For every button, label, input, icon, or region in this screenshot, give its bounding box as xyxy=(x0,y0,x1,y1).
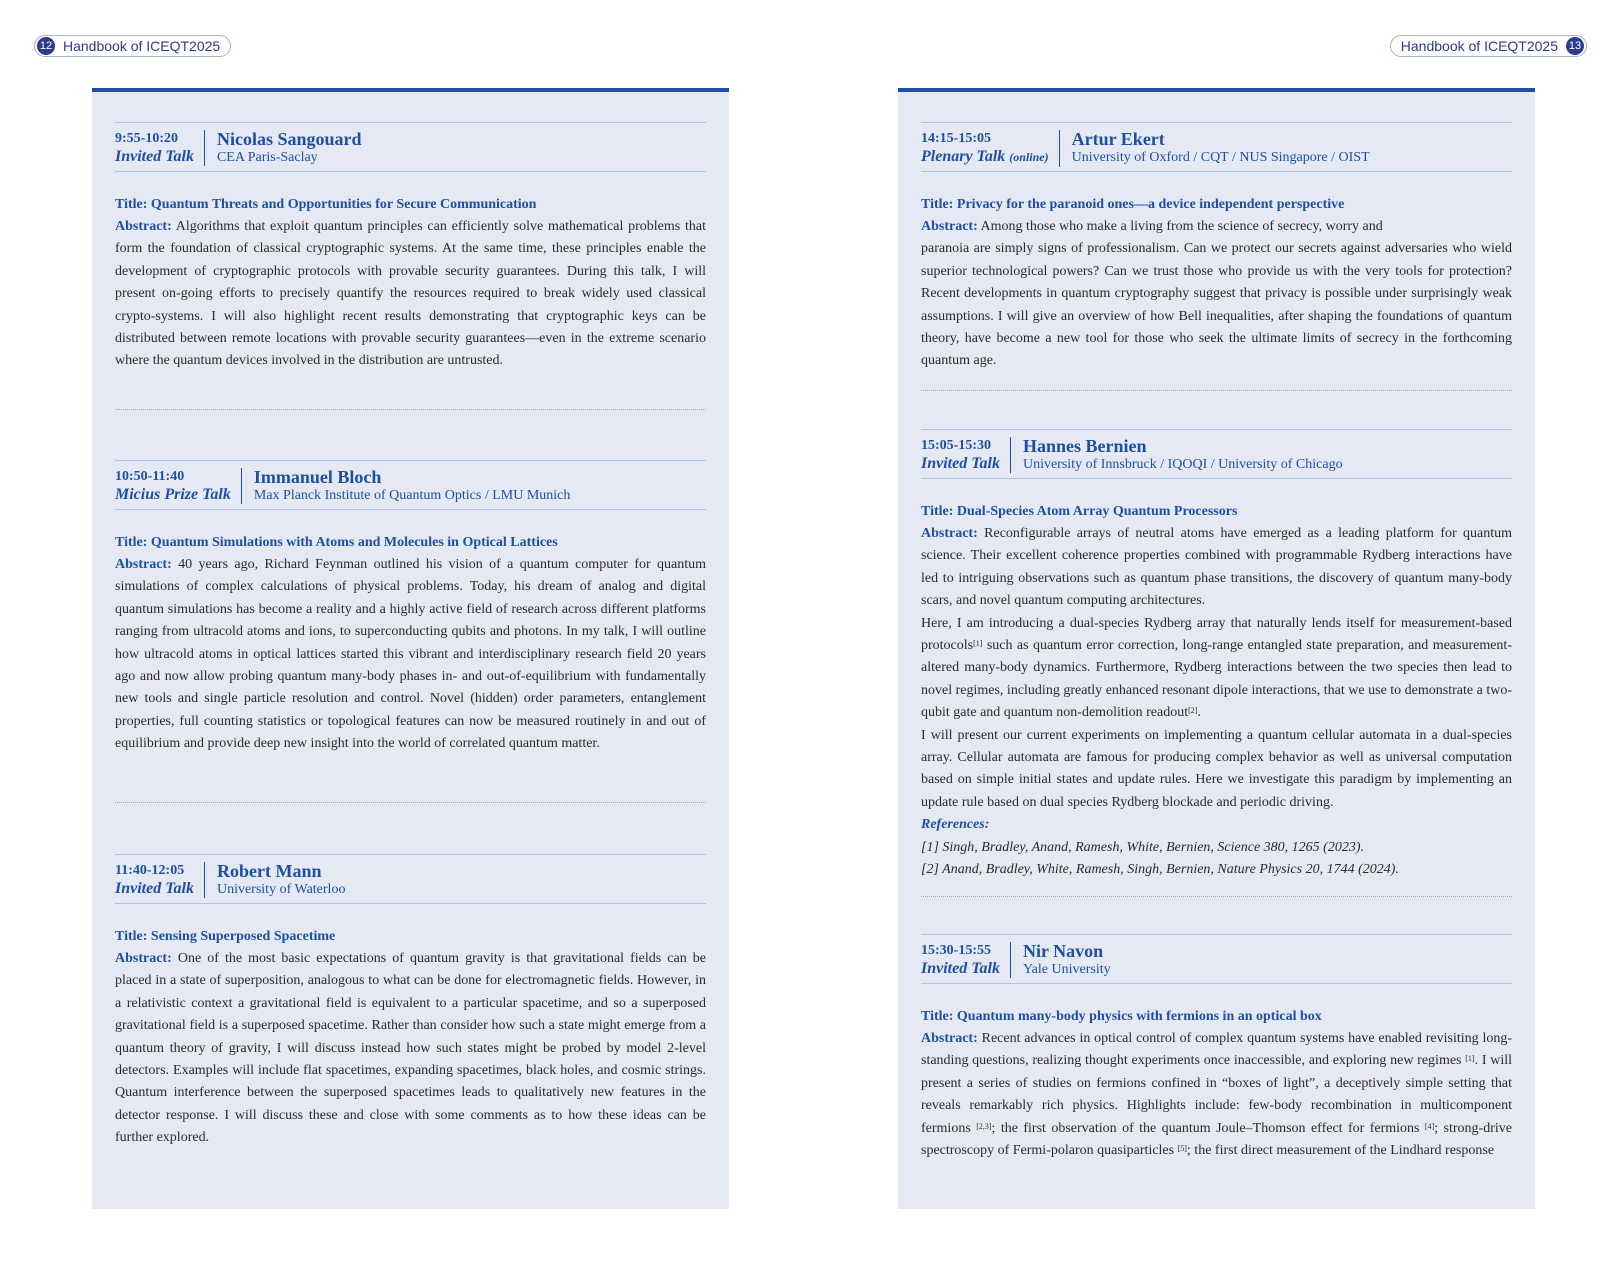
session-header xyxy=(115,854,706,904)
session-header xyxy=(921,429,1512,479)
abstract-text: Recent advances in optical control of complex quantum systems have enabled revisiting long-standing questions, realizing thought experiments once inaccessible, and exploring new regimes xyxy=(921,1031,1512,1069)
speaker-affiliation: Yale University xyxy=(1022,962,1111,977)
talk-time: 9:55-10:20 xyxy=(115,131,178,146)
talk-time: 11:40-12:05 xyxy=(115,863,185,878)
talk-abstract xyxy=(115,948,706,1150)
speaker-affiliation: University of Oxford / CQT / NUS Singapore / OIST xyxy=(1071,150,1370,165)
session-header xyxy=(921,934,1512,984)
abstract-text: . xyxy=(1197,705,1201,721)
speaker-affiliation: University of Innsbruck / IQOQI / University of Chicago xyxy=(1022,457,1343,472)
talk-title: Title: Privacy for the paranoid ones—a device independent perspective xyxy=(921,197,1345,212)
talk-title: Title: Sensing Superposed Spacetime xyxy=(115,929,336,944)
talk-title: Title: Quantum Threats and Opportunities for Secure Communication xyxy=(115,197,537,212)
speaker-name: Hannes Bernien xyxy=(1022,436,1147,456)
speaker-block xyxy=(1060,129,1370,167)
abstract-text: ; the first direct measurement of the Lindhard response xyxy=(1186,1143,1495,1159)
citation-marker: [5] xyxy=(1177,1144,1187,1154)
talk-title: Title: Quantum many-body physics with fermions in an optical box xyxy=(921,1009,1322,1024)
talk-abstract xyxy=(115,554,706,756)
abstract-paragraph: I will present our current experiments on implementing a quantum cellular automata in a dual-species array. Cellular automata are famous for producing complex behavior as well as universal computation based on simple initial states and update rules. Here we investigate this paradigm by implementing an update rule based on dual species Rydberg blockade and periodic driving. xyxy=(921,727,1512,810)
page-header-left xyxy=(34,35,231,57)
time-block xyxy=(115,130,205,166)
talk-time: 15:30-15:55 xyxy=(921,943,991,958)
talk-session xyxy=(921,429,1512,882)
abstract-label: Abstract: xyxy=(921,219,978,234)
speaker-block xyxy=(242,467,571,505)
speaker-name: Robert Mann xyxy=(216,861,322,881)
talk-abstract xyxy=(921,523,1512,814)
section-divider xyxy=(921,896,1512,897)
time-block xyxy=(921,130,1060,167)
time-block xyxy=(921,942,1011,978)
header-title: Handbook of ICEQT2025 xyxy=(63,38,221,54)
speaker-block xyxy=(205,861,345,899)
abstract-paragraph xyxy=(921,613,1512,725)
references-heading: References: xyxy=(921,817,990,833)
talk-session xyxy=(115,854,706,1150)
talk-kind: Invited Talk xyxy=(115,880,194,897)
speaker-name: Nicolas Sangouard xyxy=(216,129,362,149)
time-block xyxy=(921,437,1011,473)
section-divider xyxy=(115,802,706,803)
abstract-text: Reconfigurable arrays of neutral atoms have emerged as a leading platform for quantum science. Their excellent coherence properties combined with programmable Rydberg interactions have led to intriguing observations such as quantum phase transitions, the discovery of quantum many-body scars, and novel quantum computing architectures. xyxy=(921,526,1512,609)
abstract-text: ; strong-drive spectroscopy of Fermi-polaron quasiparticles xyxy=(921,1120,1512,1159)
abstract-text: Algorithms that exploit quantum principles can efficiently solve mathematical problems that form the foundation of classical cryptographic systems. At the same time, these principles enable the development of cryptographic protocols with provable security guarantees. During this talk, I will present on-going efforts to precisely quantify the resources required to break widely used classical crypto-systems. I will also highlight recent results demonstrating that cryptographic keys can be distributed between remote locations with provable security guarantees—even in the extreme scenario where the quantum devices involved in the distribution are untrusted. xyxy=(115,219,706,369)
abstract-text: such as quantum error correction, long-range entangled state preparation, and measurement-altered many-body dynamics. Furthermore, Rydberg interactions between the two species then lead to novel regimes, including greatly enhanced resonant dipole interactions, that we use to demonstrate a two-qubit gate and quantum non-demolition readout xyxy=(921,638,1512,721)
talk-session xyxy=(115,122,706,373)
right-page-panel xyxy=(898,88,1535,1209)
citation-marker: [1] xyxy=(1465,1054,1475,1064)
talk-abstract xyxy=(115,216,706,373)
abstract-label: Abstract: xyxy=(921,526,978,541)
time-block xyxy=(115,862,205,898)
talk-kind: Invited Talk xyxy=(115,148,194,165)
abstract-text-continued: paranoia are simply signs of professionalism. Can we protect our secrets against adversaries who wield superior technological powers? Can we trust those who provide us with the very tools for protection? Recent developments in quantum cryptography suggest that privacy is possible under surprisingly weak assumptions. I will give an overview of how Bell inequalities, after shaping the foundations of quantum theory, have become a new tool for those who seek the ultimate limits of secrecy in the forthcoming quantum age. xyxy=(921,241,1512,369)
talk-session xyxy=(115,460,706,756)
talk-kind xyxy=(921,147,1049,167)
abstract-text: 40 years ago, Richard Feynman outlined his vision of a quantum computer for quantum simulations of complex calculations of physical problems. Today, his dream of analog and digital quantum simulations has become a reality and a highly active field of research across different platforms ranging from ultracold atoms and ions, to superconducting qubits and photons. In my talk, I will outline how ultracold atoms in optical lattices started this vibrant and interdisciplinary research field 20 years ago and now allow probing quantum many-body phases in- and out-of-equilibrium with fundamentally new tools and single particle resolution and control. Novel (hidden) order parameters, entanglement properties, full counting statistics or topological features can now be measured routinely in and out of equilibrium and provide deep new insight into the world of correlated quantum matter. xyxy=(115,557,707,752)
speaker-affiliation: University of Waterloo xyxy=(216,882,346,897)
talk-title: Title: Quantum Simulations with Atoms and Molecules in Optical Lattices xyxy=(115,535,558,550)
talk-abstract xyxy=(921,216,1512,373)
page-number-badge: 12 xyxy=(37,37,55,55)
citation-marker: [2,3] xyxy=(976,1121,992,1131)
talk-time: 14:15-15:05 xyxy=(921,130,991,146)
abstract-text: One of the most basic expectations of quantum gravity is that gravitational fields can be placed in a state of superposition, analogous to what can be done for electromagnetic fields. However, in a relativistic context a gravitational field is equivalent to a particular spacetime, and so a superposed gravitational field is a superposed spacetime. Rather than consider how such a state might emerge from a quantum theory of gravity, I will discuss instead how such states might be probed by model 2-level detectors. Examples will include flat spacetimes, expanding spacetimes, black holes, and cosmic strings. Quantum interference between the superposed spacetimes leads to qualitatively new features in the detector response. I will discuss these and close with some comments as to how these ideas can be further explored. xyxy=(115,951,707,1146)
talk-kind: Invited Talk xyxy=(921,960,1000,977)
talk-abstract xyxy=(921,1028,1512,1162)
abstract-label: Abstract: xyxy=(115,557,172,572)
header-title: Handbook of ICEQT2025 xyxy=(1400,38,1558,54)
speaker-name: Artur Ekert xyxy=(1071,129,1165,149)
citation-marker: [1] xyxy=(973,639,983,649)
speaker-block xyxy=(205,129,362,167)
talk-kind-label: Plenary Talk xyxy=(921,147,1006,165)
page-header-right xyxy=(1390,35,1587,57)
citation-marker: [2] xyxy=(1188,706,1198,716)
speaker-block xyxy=(1011,436,1343,474)
abstract-text: Here, I am introducing a dual-species Rydberg array that naturally lends itself for measurement-based protocols xyxy=(921,615,1512,654)
speaker-name: Immanuel Bloch xyxy=(253,467,382,487)
session-header xyxy=(115,122,706,172)
speaker-affiliation: CEA Paris-Saclay xyxy=(216,150,318,165)
talk-kind: Micius Prize Talk xyxy=(115,486,231,503)
speaker-affiliation: Max Planck Institute of Quantum Optics / LMU Munich xyxy=(253,488,571,503)
left-page-panel xyxy=(92,88,729,1209)
reference-item: [1] Singh, Bradley, Anand, Ramesh, White, Bernien, Science 380, 1265 (2023). xyxy=(921,839,1364,855)
session-header xyxy=(115,460,706,510)
talk-title: Title: Dual-Species Atom Array Quantum Processors xyxy=(921,504,1238,519)
talk-session xyxy=(921,934,1512,1162)
online-note: (online) xyxy=(1009,149,1049,164)
talk-kind: Invited Talk xyxy=(921,455,1000,472)
talk-time: 10:50-11:40 xyxy=(115,469,185,484)
talk-session xyxy=(921,122,1512,373)
abstract-label: Abstract: xyxy=(115,219,172,234)
session-header xyxy=(921,122,1512,172)
abstract-text: ; the first observation of the quantum Joule–Thomson effect for fermions xyxy=(991,1120,1420,1136)
page-number-badge: 13 xyxy=(1566,37,1584,55)
speaker-name: Nir Navon xyxy=(1022,941,1104,961)
abstract-text: Among those who make a living from the science of secrecy, worry and xyxy=(980,219,1383,234)
talk-time: 15:05-15:30 xyxy=(921,438,991,453)
citation-marker: [4] xyxy=(1424,1121,1435,1131)
abstract-label: Abstract: xyxy=(115,951,172,966)
abstract-text: . I will present a series of studies on fermions confined in “boxes of light”, a deceptively simple setting that reveals remarkably rich physics. Highlights include: few-body recombination in multicomponent fermions xyxy=(921,1053,1513,1136)
reference-item: [2] Anand, Bradley, White, Ramesh, Singh, Bernien, Nature Physics 20, 1744 (2024). xyxy=(921,862,1399,878)
speaker-block xyxy=(1011,941,1111,979)
time-block xyxy=(115,468,242,504)
section-divider xyxy=(115,409,706,410)
section-divider xyxy=(921,390,1512,391)
abstract-label: Abstract: xyxy=(921,1031,978,1046)
